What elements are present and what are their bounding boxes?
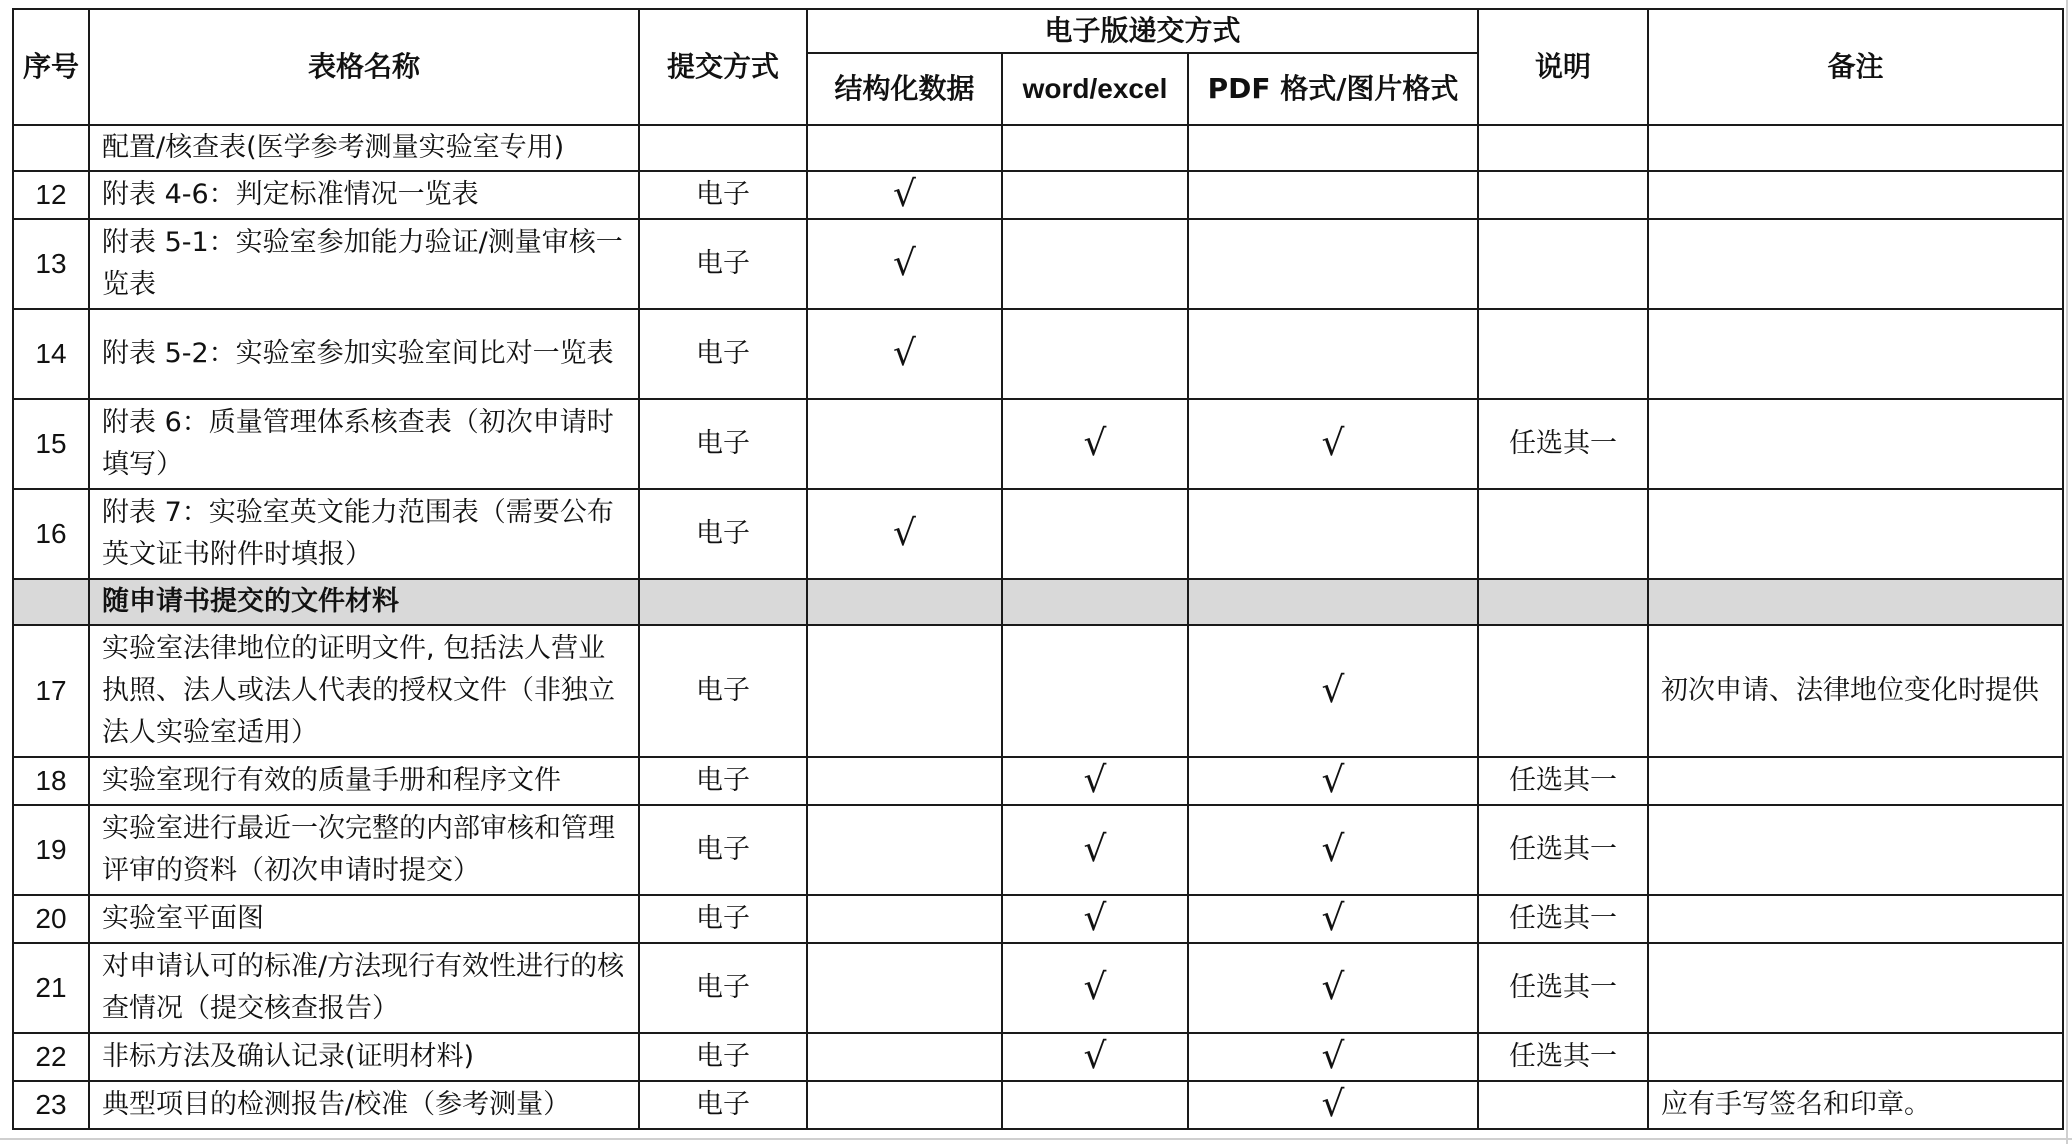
row-pdf-image-check: √ bbox=[1188, 1081, 1478, 1129]
table-row bbox=[13, 895, 2063, 943]
header-electronic-submission: 电子版递交方式 bbox=[807, 9, 1478, 53]
row-structured-check bbox=[807, 625, 1002, 757]
table-body bbox=[13, 125, 2063, 1129]
row-number: 18 bbox=[13, 757, 89, 805]
table-row bbox=[13, 943, 2063, 1033]
row-word-excel-check bbox=[1002, 579, 1188, 625]
row-explain bbox=[1478, 1081, 1648, 1129]
row-explain bbox=[1478, 171, 1648, 219]
row-structured-check: √ bbox=[807, 309, 1002, 399]
row-remark bbox=[1648, 171, 2063, 219]
row-name: 实验室平面图 bbox=[89, 895, 639, 943]
row-name: 随申请书提交的文件材料 bbox=[89, 579, 639, 625]
row-number: 16 bbox=[13, 489, 89, 579]
row-pdf-image-check: √ bbox=[1188, 625, 1478, 757]
row-name: 实验室进行最近一次完整的内部审核和管理评审的资料（初次申请时提交） bbox=[89, 805, 639, 895]
section-row bbox=[13, 579, 2063, 625]
header-structured-data: 结构化数据 bbox=[807, 53, 1002, 125]
row-word-excel-check: √ bbox=[1002, 1033, 1188, 1081]
row-remark bbox=[1648, 125, 2063, 171]
row-remark: 应有手写签名和印章。 bbox=[1648, 1081, 2063, 1129]
table-row bbox=[13, 125, 2063, 171]
row-submit-method: 电子 bbox=[639, 171, 807, 219]
row-number: 21 bbox=[13, 943, 89, 1033]
row-pdf-image-check: √ bbox=[1188, 805, 1478, 895]
row-remark bbox=[1648, 805, 2063, 895]
row-structured-check: √ bbox=[807, 489, 1002, 579]
table-row bbox=[13, 309, 2063, 399]
row-word-excel-check: √ bbox=[1002, 805, 1188, 895]
row-remark bbox=[1648, 489, 2063, 579]
row-submit-method: 电子 bbox=[639, 489, 807, 579]
row-pdf-image-check bbox=[1188, 489, 1478, 579]
row-explain bbox=[1478, 309, 1648, 399]
table-row bbox=[13, 625, 2063, 757]
row-submit-method: 电子 bbox=[639, 895, 807, 943]
page-edge-right bbox=[2066, 0, 2068, 1144]
row-name: 附表 6：质量管理体系核查表（初次申请时填写） bbox=[89, 399, 639, 489]
row-name: 配置/核查表(医学参考测量实验室专用) bbox=[89, 125, 639, 171]
row-structured-check: √ bbox=[807, 219, 1002, 309]
row-submit-method: 电子 bbox=[639, 805, 807, 895]
row-number bbox=[13, 579, 89, 625]
row-name: 典型项目的检测报告/校准（参考测量） bbox=[89, 1081, 639, 1129]
row-name: 对申请认可的标准/方法现行有效性进行的核查情况（提交核查报告） bbox=[89, 943, 639, 1033]
row-number: 12 bbox=[13, 171, 89, 219]
row-submit-method bbox=[639, 579, 807, 625]
row-explain bbox=[1478, 489, 1648, 579]
row-word-excel-check bbox=[1002, 219, 1188, 309]
row-pdf-image-check: √ bbox=[1188, 943, 1478, 1033]
row-explain bbox=[1478, 219, 1648, 309]
row-submit-method: 电子 bbox=[639, 943, 807, 1033]
row-pdf-image-check bbox=[1188, 579, 1478, 625]
row-explain: 任选其一 bbox=[1478, 895, 1648, 943]
submission-materials-table bbox=[12, 8, 2064, 1130]
row-structured-check bbox=[807, 579, 1002, 625]
row-number: 22 bbox=[13, 1033, 89, 1081]
row-structured-check: √ bbox=[807, 171, 1002, 219]
row-word-excel-check bbox=[1002, 309, 1188, 399]
row-name: 附表 5-2：实验室参加实验室间比对一览表 bbox=[89, 309, 639, 399]
row-number: 17 bbox=[13, 625, 89, 757]
row-pdf-image-check bbox=[1188, 171, 1478, 219]
row-word-excel-check bbox=[1002, 171, 1188, 219]
row-word-excel-check: √ bbox=[1002, 399, 1188, 489]
row-structured-check bbox=[807, 757, 1002, 805]
row-word-excel-check: √ bbox=[1002, 895, 1188, 943]
row-remark bbox=[1648, 895, 2063, 943]
row-structured-check bbox=[807, 125, 1002, 171]
row-structured-check bbox=[807, 1081, 1002, 1129]
row-remark: 初次申请、法律地位变化时提供 bbox=[1648, 625, 2063, 757]
table-row bbox=[13, 219, 2063, 309]
header-remark: 备注 bbox=[1648, 9, 2063, 125]
table-row bbox=[13, 171, 2063, 219]
row-explain: 任选其一 bbox=[1478, 399, 1648, 489]
row-number: 23 bbox=[13, 1081, 89, 1129]
row-word-excel-check: √ bbox=[1002, 943, 1188, 1033]
row-pdf-image-check: √ bbox=[1188, 895, 1478, 943]
row-explain bbox=[1478, 625, 1648, 757]
header-seq: 序号 bbox=[13, 9, 89, 125]
row-structured-check bbox=[807, 943, 1002, 1033]
row-remark bbox=[1648, 943, 2063, 1033]
row-submit-method: 电子 bbox=[639, 219, 807, 309]
row-explain: 任选其一 bbox=[1478, 943, 1648, 1033]
row-pdf-image-check bbox=[1188, 125, 1478, 171]
row-number: 13 bbox=[13, 219, 89, 309]
header-submit-method: 提交方式 bbox=[639, 9, 807, 125]
row-pdf-image-check bbox=[1188, 219, 1478, 309]
table-row bbox=[13, 805, 2063, 895]
row-explain: 任选其一 bbox=[1478, 805, 1648, 895]
row-remark bbox=[1648, 219, 2063, 309]
header-pdf-image: PDF 格式/图片格式 bbox=[1188, 53, 1478, 125]
table-row bbox=[13, 757, 2063, 805]
row-number: 19 bbox=[13, 805, 89, 895]
table-row bbox=[13, 489, 2063, 579]
row-remark bbox=[1648, 579, 2063, 625]
header-explain: 说明 bbox=[1478, 9, 1648, 125]
row-submit-method: 电子 bbox=[639, 309, 807, 399]
row-name: 非标方法及确认记录(证明材料) bbox=[89, 1033, 639, 1081]
row-submit-method: 电子 bbox=[639, 1033, 807, 1081]
row-remark bbox=[1648, 1033, 2063, 1081]
row-structured-check bbox=[807, 805, 1002, 895]
row-submit-method: 电子 bbox=[639, 1081, 807, 1129]
row-name: 实验室法律地位的证明文件, 包括法人营业执照、法人或法人代表的授权文件（非独立法人实验室适用） bbox=[89, 625, 639, 757]
row-pdf-image-check bbox=[1188, 309, 1478, 399]
row-explain bbox=[1478, 579, 1648, 625]
row-number: 15 bbox=[13, 399, 89, 489]
row-word-excel-check bbox=[1002, 1081, 1188, 1129]
header-table-name: 表格名称 bbox=[89, 9, 639, 125]
row-name: 附表 7：实验室英文能力范围表（需要公布英文证书附件时填报） bbox=[89, 489, 639, 579]
row-name: 实验室现行有效的质量手册和程序文件 bbox=[89, 757, 639, 805]
table-row bbox=[13, 399, 2063, 489]
table-row bbox=[13, 1033, 2063, 1081]
row-explain: 任选其一 bbox=[1478, 1033, 1648, 1081]
row-number bbox=[13, 125, 89, 171]
row-remark bbox=[1648, 399, 2063, 489]
row-structured-check bbox=[807, 1033, 1002, 1081]
row-submit-method: 电子 bbox=[639, 625, 807, 757]
row-word-excel-check: √ bbox=[1002, 757, 1188, 805]
row-submit-method bbox=[639, 125, 807, 171]
row-number: 14 bbox=[13, 309, 89, 399]
row-number: 20 bbox=[13, 895, 89, 943]
row-name: 附表 4-6：判定标准情况一览表 bbox=[89, 171, 639, 219]
header-word-excel: word/excel bbox=[1002, 53, 1188, 125]
row-word-excel-check bbox=[1002, 625, 1188, 757]
row-pdf-image-check: √ bbox=[1188, 1033, 1478, 1081]
row-name: 附表 5-1：实验室参加能力验证/测量审核一览表 bbox=[89, 219, 639, 309]
row-word-excel-check bbox=[1002, 125, 1188, 171]
table-row bbox=[13, 1081, 2063, 1129]
row-word-excel-check bbox=[1002, 489, 1188, 579]
row-structured-check bbox=[807, 399, 1002, 489]
row-explain: 任选其一 bbox=[1478, 757, 1648, 805]
header-row-top bbox=[13, 9, 2063, 53]
row-remark bbox=[1648, 757, 2063, 805]
row-submit-method: 电子 bbox=[639, 757, 807, 805]
row-pdf-image-check: √ bbox=[1188, 399, 1478, 489]
row-explain bbox=[1478, 125, 1648, 171]
row-remark bbox=[1648, 309, 2063, 399]
row-pdf-image-check: √ bbox=[1188, 757, 1478, 805]
row-submit-method: 电子 bbox=[639, 399, 807, 489]
row-structured-check bbox=[807, 895, 1002, 943]
page-edge-bottom bbox=[0, 1138, 2072, 1140]
